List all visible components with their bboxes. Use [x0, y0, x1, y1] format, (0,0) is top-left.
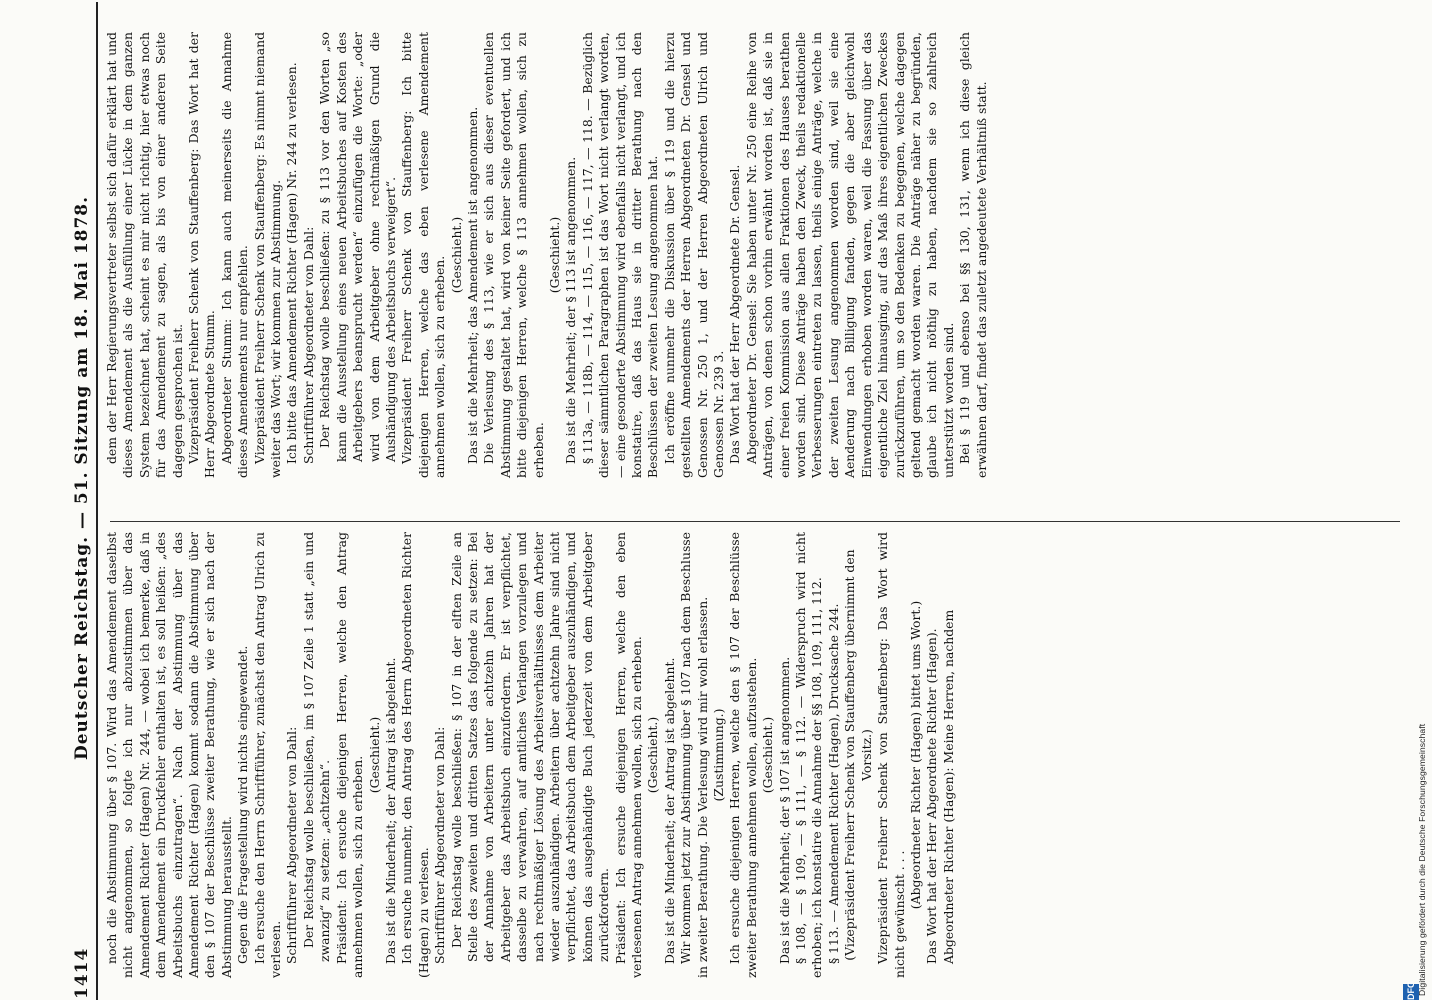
- stage-direction: (Geschieht.): [760, 716, 776, 794]
- page-number: 1414: [72, 947, 92, 999]
- dfg-logo-icon: DFG: [1403, 984, 1419, 1000]
- column-divider: [110, 521, 1400, 522]
- paragraph: Abgeordneter Richter (Hagen): Meine Herren, nachdem: [940, 609, 956, 964]
- paragraph: Ich bitte das Amendement Richter (Hagen) Nr. 244 zu verlesen.: [284, 62, 300, 464]
- paragraph: § 113. — Amendement Richter (Hagen), Drucksache 244.: [825, 603, 841, 964]
- paragraph: Das ist die Mehrheit; das Amendement ist angenommen.: [464, 106, 480, 464]
- paragraph: Das ist die Minderheit; der Antrag ist abgelehnt.: [382, 657, 398, 964]
- paragraph: Gegen die Fragestellung wird nichts eingewendet.: [235, 645, 251, 964]
- speaker-line: Schriftführer Abgeordneter von Dahl:: [432, 726, 448, 964]
- paragraph: noch die Abstimmung über § 107. Wird das Amendement daselbst nicht angenommen, so folgte ich nur abzustimmen über das Amendement Richter (Hagen) Nr. 244, — wobei ich bemerke, daß in dem Amendement ein Druckfehler enthalten ist, es soll heißen: „des Arbeitsbuchs einzutragen“. Nach der Abstimmung über das Amendement Richter (Hagen) kommt sodann die Abstimmung über den § 107 der Beschlüsse zweiter Berathung, wie er sich nach der Abstimmung herausstellt.: [104, 532, 234, 978]
- text-column-left: [104, 532, 957, 978]
- stage-direction: (Geschieht.): [546, 216, 562, 294]
- motion-text: Der Reichstag wolle beschließen: § 107 in der elften Zeile an Stelle des zweiten und dritten Satzes das folgende zu setzen: Bei der Annahme von Arbeitern unter achtzehn Jahren hat der Arbeitgeber das Arbeitsbuch einzufordern. Er ist verpflichtet, dasselbe zu verwahren, auf amtliches Verlangen vorzulegen und nach rechtmäßiger Lösung des Arbeitsverhältnisses dem Arbeiter wieder auszuhändigen. Arbeitern über achtzehn Jahre sind nicht verpflichtet, das Arbeitsbuch dem Arbeitgeber auszuhändigen, und können das ausgehändigte Buch jederzeit von dem Arbeitgeber zurückfordern.: [448, 532, 612, 962]
- paragraph: Das ist die Mehrheit; der § 113 ist angenommen.: [563, 156, 579, 464]
- speaker-line: Schriftführer Abgeordneter von Dahl:: [300, 226, 316, 464]
- paragraph: Das Wort hat der Herr Abgeordnete Richter (Hagen).: [924, 628, 940, 964]
- paragraph: Abgeordneter Stumm: Ich kann auch meinerseits die Annahme dieses Amendements nur empfehlen.: [218, 32, 251, 478]
- paragraph: Abgeordneter Dr. Gensel: Sie haben unter Nr. 250 eine Reihe von Anträgen, von denen schon vorhin erwähnt worden ist, daß sie in einer freien Kommission aus allen Fraktionen des Hauses berathen worden sind. Diese Anträge haben den Zweck, theils redaktionelle Verbesserungen eintreten zu lassen, theils einige Anträge, welche in der zweiten Lesung angenommen worden sind, weil sie eine Aenderung nach Billigung fanden, gegen die aber gleichwohl Einwendungen erhoben worden waren, weil die Fassung über das eigentliche Ziel hinausging, auf das Maß ihres eigentlichen Zweckes zurückzuführen, um so den Bedenken zu begegnen, welche dagegen geltend gemacht worden waren. Die Anträge näher zu begründen, glaube ich nicht nöthig zu haben, nachdem sie so zahlreich unterstützt worden sind.: [743, 32, 956, 478]
- paragraph: dem der Herr Regierungsvertreter selbst sich dafür erklärt hat und dieses Amendement als die Ausfüllung einer Lücke in dem ganzen System bezeichnet hat, scheint es mir nicht richtig, hier etwas noch für das Amendement zu sagen, als bis von einer anderen Seite dagegen gesprochen ist.: [104, 32, 185, 478]
- paragraph: Präsident: Ich ersuche diejenigen Herren, welche den eben verlesenen Antrag annehmen wollen, sich zu erheben.: [612, 532, 644, 978]
- paragraph: Vizepräsident Freiherr Schenk von Stauffenberg: Es nimmt niemand weiter das Wort; wir kommen zur Abstimmung.: [251, 32, 284, 478]
- paragraph: Die Verlesung des § 113, wie er sich aus dieser eventuellen Abstimmung gestaltet hat, wird von keiner Seite gefordert, und ich bitte diejenigen Herren, welche § 113 annehmen wollen, sich zu erheben.: [481, 32, 546, 478]
- paragraph: Ich eröffne nunmehr die Diskussion über § 119 und die hierzu gestellten Amendements der Herren Abgeordneten Dr. Gensel und Genossen Nr. 250 1, und der Herren Abgeordneten Ulrich und Genossen Nr. 239 3.: [661, 32, 727, 478]
- paragraph: Vizepräsident Freiherr Schenk von Stauffenberg: Das Wort wird nicht gewünscht . . .: [875, 532, 907, 978]
- stage-direction: (Abgeordneter Richter (Hagen) bittet ums Wort.): [907, 600, 923, 910]
- text-column-right: [104, 32, 990, 478]
- paragraph: Das Wort hat der Herr Abgeordnete Dr. Gensel.: [727, 164, 743, 464]
- stage-direction: (Geschieht.): [448, 216, 464, 294]
- motion-text: Der Reichstag wolle beschließen, im § 107 Zeile 1 statt „ein und zwanzig“ zu setzen: „achtzehn“.: [300, 532, 333, 962]
- paragraph: Präsident: Ich ersuche diejenigen Herren, welche den Antrag annehmen wollen, sich zu erheben.: [333, 532, 366, 978]
- paragraph: Das ist die Minderheit; der Antrag ist abgelehnt.: [661, 657, 677, 964]
- paragraph: § 113a, — 118b, — 114, — 115, — 116, — 117, — 118. — Bezüglich dieser sämmtlichen Paragraphen ist das Wort nicht verlangt worden, — eine gesonderte Abstimmung wird ebenfalls nicht verlangt, und ich konstatire, daß das Haus sie in dritter Berathung nach den Beschlüssen der zweiten Lesung angenommen hat.: [579, 32, 661, 478]
- digitization-credit: Digitalisierung gefördert durch die Deutsche Forschungsgemeinschaft: [1417, 723, 1427, 996]
- paragraph: Wir kommen jetzt zur Abstimmung über § 107 nach dem Beschlusse in zweiter Berathung. Die Verlesung wird mir wohl erlassen.: [678, 532, 710, 978]
- speaker-line: Schriftführer Abgeordneter von Dahl:: [284, 726, 300, 964]
- motion-text: Der Reichstag wolle beschließen: zu § 113 vor den Worten „so kann die Ausstellung eines neuen Arbeitsbuches auf Kosten des Arbeitgebers beansprucht werden“ einzufügen die Worte: „oder wird von dem Arbeitgeber ohne rechtmäßigen Grund die Aushändigung des Arbeitsbuchs verweigert“.: [317, 32, 398, 462]
- page-title: Deutscher Reichstag. — 51. Sitzung am 18. Mai 1878.: [72, 195, 92, 760]
- paragraph: Ich ersuche nunmehr, den Antrag des Herrn Abgeordneten Richter (Hagen) zu verlesen.: [399, 532, 431, 978]
- paragraph: Ich ersuche diejenigen Herren, welche den § 107 der Beschlüsse zweiter Berathung annehmen wollen, aufzustehen.: [727, 532, 759, 978]
- stage-direction: (Geschieht.): [366, 716, 382, 794]
- paragraph: Das ist die Mehrheit; der § 107 ist angenommen.: [776, 656, 792, 964]
- paragraph: Vizepräsident Freiherr Schenk von Stauffenberg: Ich bitte diejenigen Herren, welche das eben verlesene Amendement annehmen wollen, sich zu erheben.: [399, 32, 448, 478]
- running-head: [72, 0, 98, 1000]
- stage-direction: (Geschieht.): [645, 716, 661, 794]
- stage-direction: (Zustimmung.): [711, 708, 727, 802]
- paragraph: Bei § 119 und ebenso bei §§ 130, 131, wenn ich diese gleich erwähnen darf, findet das zuletzt angedeutete Verhältniß statt.: [957, 32, 989, 478]
- paragraph: Vizepräsident Freiherr Schenk von Stauffenberg: Das Wort hat der Herr Abgeordnete Stumm.: [186, 32, 218, 478]
- paragraph: Ich ersuche den Herrn Schriftführer, zunächst den Antrag Ulrich zu verlesen.: [251, 532, 284, 978]
- paragraph: § 108, — § 109, — § 111, — § 112. — Widerspruch wird nicht erhoben; ich konstatire die Annahme der §§ 108, 109, 111, 112.: [793, 532, 825, 978]
- stage-direction: (Vizepräsident Freiherr Schenk von Stauffenberg übernimmt den Vorsitz.): [842, 549, 874, 961]
- header-rule: [96, 2, 98, 1000]
